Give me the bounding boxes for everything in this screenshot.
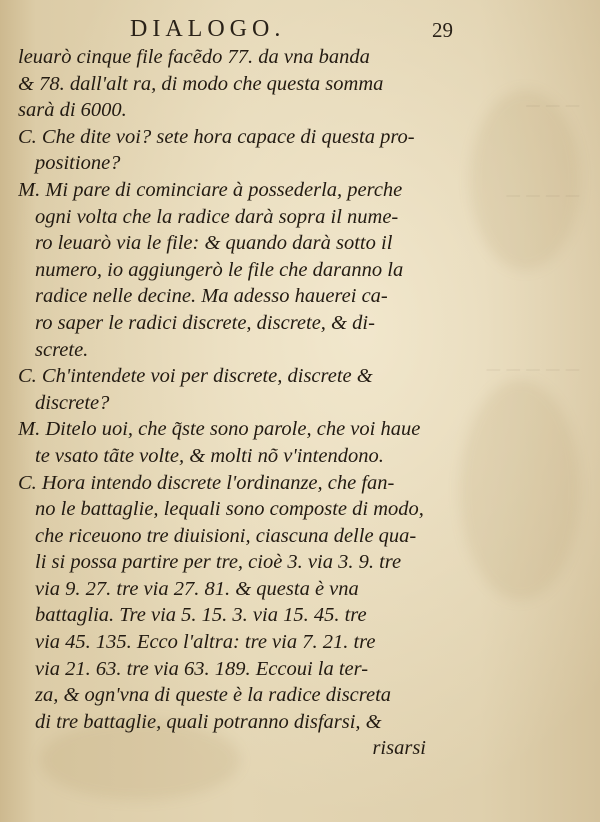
dialogue-text — [18, 44, 438, 762]
speaker-line: C. Che dite voi? sete hora capace di questa pro- — [18, 125, 415, 148]
text-line: battaglia. Tre via 5. 15. 3. via 15. 45. tre — [35, 604, 367, 627]
bleed-through-text: — — — — — — [485, 360, 580, 378]
text-line: screte. — [35, 338, 89, 361]
text-line: radice nelle decine. Ma adesso hauerei ca- — [35, 285, 388, 308]
text-line: che riceuono tre diuisioni, ciascuna delle qua- — [35, 524, 417, 547]
text-line: ro saper le radici discrete, discrete, & di- — [35, 311, 375, 334]
running-title: DIALOGO. — [130, 16, 286, 42]
text-line: no le battaglie, lequali sono composte di modo, — [35, 498, 424, 521]
text-line: discrete? — [35, 391, 110, 414]
text-line: li si possa partire per tre, cioè 3. via 3. 9. tre — [35, 551, 402, 574]
text-line: di tre battaglie, quali potranno disfarsi, & — [35, 710, 382, 733]
text-line: via 45. 135. Ecco l'altra: tre via 7. 21. tre — [35, 631, 376, 654]
text-line: leuarò cinque file facẽdo 77. da vna banda — [18, 46, 370, 68]
text-line: te vsato tãte volte, & molti nõ v'intendono. — [35, 444, 384, 467]
text-line: ro leuarò via le file: & quando darà sotto il — [35, 232, 393, 255]
page-header — [0, 12, 600, 46]
speaker-line: M. Mi pare di cominciare à possederla, perche — [18, 178, 403, 201]
paper-stain — [470, 90, 580, 270]
page-number: 29 — [432, 18, 453, 42]
text-line: ogni volta che la radice darà sopra il nume- — [35, 205, 399, 228]
text-line: numero, io aggiungerò le file che daranno la — [35, 258, 404, 281]
text-line: via 21. 63. tre via 63. 189. Eccoui la ter- — [35, 657, 369, 680]
text-line: za, & ogn'vna di queste è la radice discreta — [35, 684, 392, 707]
text-line: sarà di 6000. — [18, 99, 127, 122]
text-line: via 9. 27. tre via 27. 81. & questa è vna — [35, 577, 359, 600]
speaker-line: C. Hora intendo discrete l'ordinanze, che fan- — [18, 471, 395, 494]
speaker-line: C. Ch'intendete voi per discrete, discrete & — [18, 365, 373, 388]
paper-stain — [460, 380, 580, 600]
bleed-through-text: — — — — — [505, 186, 580, 204]
speaker-line: M. Ditelo uoi, che q̃ste sono parole, che voi haue — [18, 418, 421, 441]
text-line: & 78. dall'alt ra, di modo che questa somma — [18, 72, 384, 95]
catchword: risarsi — [372, 737, 426, 760]
text-line: positione? — [35, 152, 121, 175]
bleed-through-text: — — — — [525, 96, 580, 114]
